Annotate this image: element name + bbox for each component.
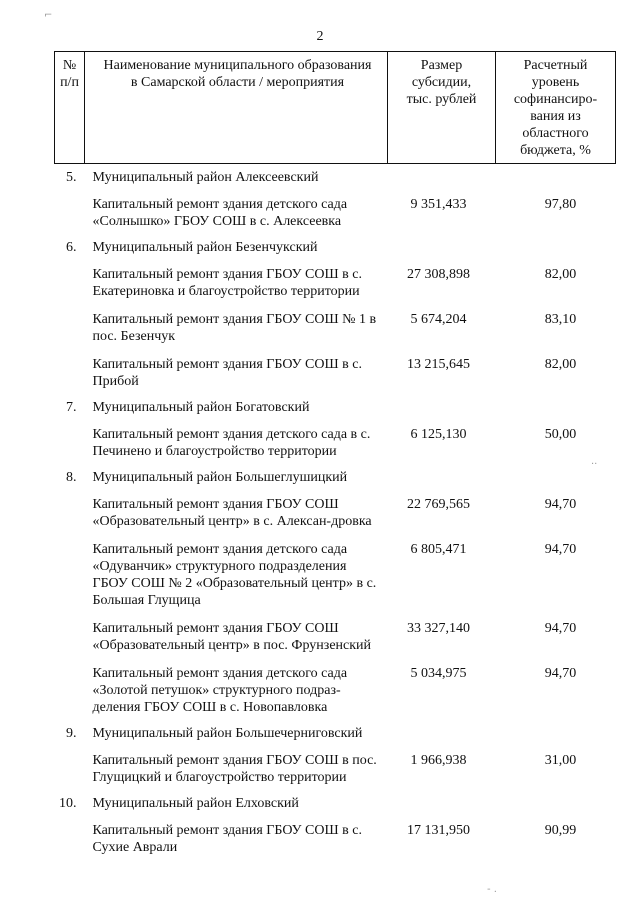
empty-cell <box>55 259 85 304</box>
cofinancing-rate: 97,80 <box>544 197 577 212</box>
cofinancing-rate: 82,00 <box>544 267 577 282</box>
empty-cell <box>55 815 85 860</box>
subsidy-amount: 27 308,898 <box>407 267 470 282</box>
subsidy-amount: 5 034,975 <box>410 666 467 681</box>
cofinancing-rate: 31,00 <box>544 753 577 768</box>
project-name: Капитальный ремонт здания детского сада «Золотой петушок» структурного подраз-деления ГБОУ СОШ в с. Новопавловка <box>92 666 348 715</box>
cofinancing-rate: 82,00 <box>544 357 577 372</box>
empty-cell <box>55 534 85 613</box>
project-name: Капитальный ремонт здания детского сада в с. Печинено и благоустройство территории <box>92 427 371 459</box>
district-name: Муниципальный район Елховский <box>92 796 299 811</box>
project-row <box>55 815 616 860</box>
cofinancing-rate: 90,99 <box>544 823 577 838</box>
subsidy-amount: 1 966,938 <box>410 753 467 768</box>
project-row <box>55 745 616 790</box>
project-row <box>55 613 616 658</box>
row-number: 9. <box>66 726 77 741</box>
empty-cell <box>55 658 85 720</box>
header-name: Наименование муниципального образования в Самарской области / мероприятия <box>85 52 388 164</box>
cofinancing-rate: 94,70 <box>544 621 577 636</box>
subsidy-table <box>54 51 616 860</box>
district-name: Муниципальный район Большеглушицкий <box>92 470 348 485</box>
empty-cell <box>55 489 85 534</box>
project-name: Капитальный ремонт здания ГБОУ СОШ в с. Прибой <box>92 357 362 389</box>
district-name: Муниципальный район Алексеевский <box>92 170 319 185</box>
empty-cell <box>55 745 85 790</box>
project-row <box>55 304 616 349</box>
district-row <box>55 464 616 489</box>
project-row <box>55 259 616 304</box>
row-number: 10. <box>59 796 77 811</box>
row-number: 5. <box>66 170 77 185</box>
project-name: Капитальный ремонт здания ГБОУ СОШ в с. Екатериновка и благоустройство территории <box>92 267 362 299</box>
project-row <box>55 489 616 534</box>
row-number: 6. <box>66 240 77 255</box>
row-number: 7. <box>66 400 77 415</box>
cofinancing-rate: 94,70 <box>544 542 577 557</box>
table-body <box>55 164 616 861</box>
district-name: Муниципальный район Большечерниговский <box>92 726 363 741</box>
district-row <box>55 394 616 419</box>
subsidy-amount: 9 351,433 <box>410 197 467 212</box>
subsidy-amount: 17 131,950 <box>407 823 470 838</box>
district-name: Муниципальный район Богатовский <box>92 400 310 415</box>
project-name: Капитальный ремонт здания ГБОУ СОШ «Образовательный центр» в пос. Фрунзенский <box>92 621 372 653</box>
page-number: 2 <box>316 29 324 44</box>
subsidy-amount: 6 805,471 <box>410 542 467 557</box>
subsidy-amount: 13 215,645 <box>407 357 470 372</box>
header-num: № п/п <box>55 52 85 164</box>
scan-speck: .. <box>591 456 598 467</box>
table-header-row <box>55 52 616 164</box>
subsidy-amount: 6 125,130 <box>410 427 467 442</box>
district-row <box>55 164 616 190</box>
empty-cell <box>55 419 85 464</box>
project-row <box>55 189 616 234</box>
project-name: Капитальный ремонт здания ГБОУ СОШ в с. Сухие Аврали <box>92 823 362 855</box>
empty-cell <box>55 304 85 349</box>
district-row <box>55 790 616 815</box>
row-number: 8. <box>66 470 77 485</box>
cofinancing-rate: 94,70 <box>544 497 577 512</box>
empty-cell <box>55 189 85 234</box>
scan-speck: ⌐ <box>44 10 53 21</box>
project-row <box>55 658 616 720</box>
subsidy-amount: 33 327,140 <box>407 621 470 636</box>
district-row <box>55 720 616 745</box>
empty-cell <box>55 613 85 658</box>
project-name: Капитальный ремонт здания детского сада «Одуванчик» структурного подразделения ГБОУ СОШ № 2 «Образовательный центр» в с. Большая Глущица <box>92 542 377 608</box>
empty-cell <box>55 349 85 394</box>
district-name: Муниципальный район Безенчукский <box>92 240 318 255</box>
cofinancing-rate: 50,00 <box>544 427 577 442</box>
cofinancing-rate: 94,70 <box>544 666 577 681</box>
project-name: Капитальный ремонт здания ГБОУ СОШ № 1 в пос. Безенчук <box>92 312 377 344</box>
header-rate: Расчетный уровень софинансиро- вания из областного бюджета, % <box>496 52 616 164</box>
cofinancing-rate: 83,10 <box>544 312 577 327</box>
scan-speck: - . <box>487 884 497 895</box>
project-name: Капитальный ремонт здания ГБОУ СОШ «Образовательный центр» в с. Алексан-дровка <box>92 497 372 529</box>
project-row <box>55 419 616 464</box>
district-row <box>55 234 616 259</box>
subsidy-amount: 22 769,565 <box>407 497 470 512</box>
project-name: Капитальный ремонт здания детского сада «Солнышко» ГБОУ СОШ в с. Алексеевка <box>92 197 348 229</box>
header-amount: Размер субсидии, тыс. рублей <box>388 52 496 164</box>
subsidy-amount: 5 674,204 <box>410 312 467 327</box>
project-row <box>55 349 616 394</box>
project-row <box>55 534 616 613</box>
project-name: Капитальный ремонт здания ГБОУ СОШ в пос. Глущицкий и благоустройство территории <box>92 753 377 785</box>
